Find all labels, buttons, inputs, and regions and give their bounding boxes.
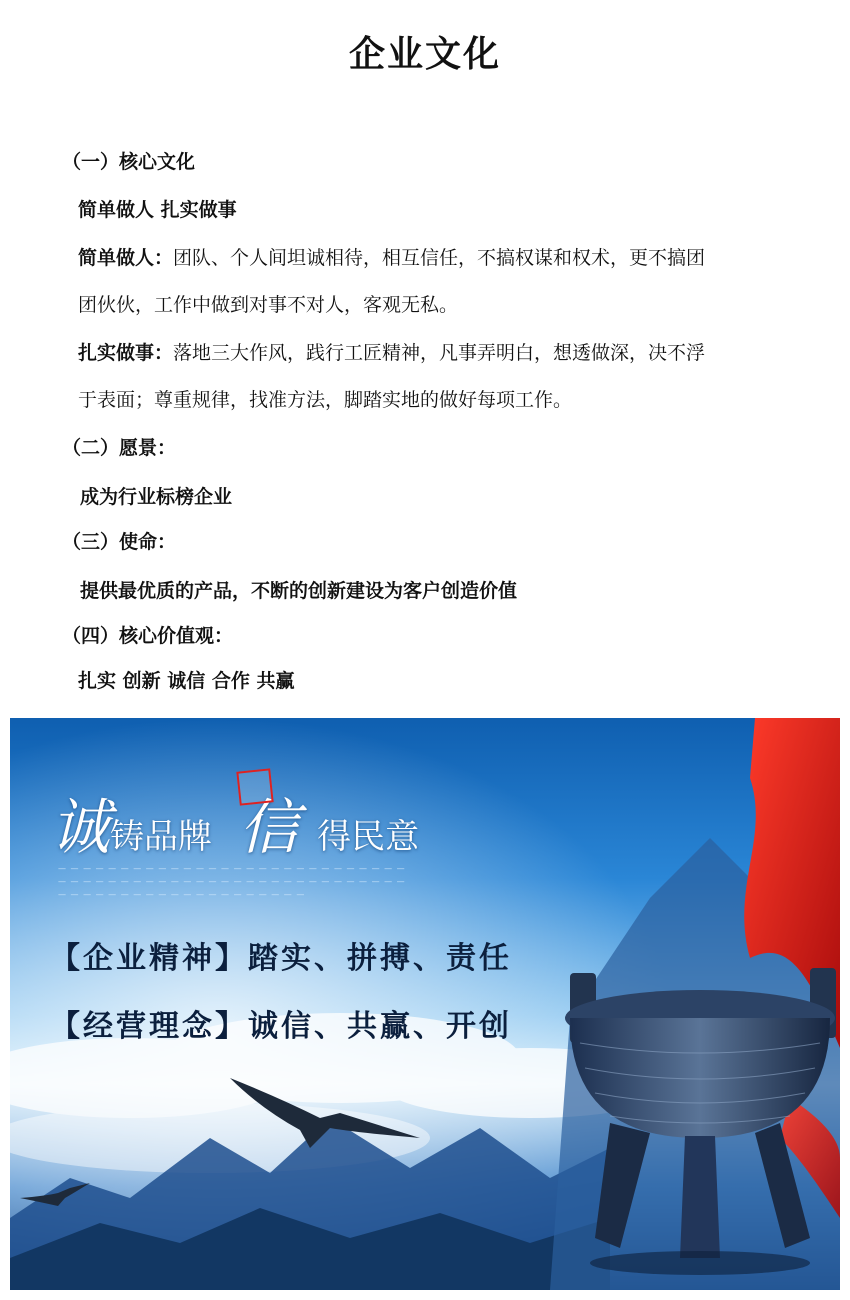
section-mission-heading: （三）使命： [62, 531, 177, 553]
core-paragraph-1 [78, 249, 705, 268]
page-title: 企业文化 [348, 34, 501, 75]
slogan-char-2: 信 [239, 793, 300, 863]
core-slogan: 简单做人 扎实做事 [78, 199, 237, 221]
seal-stamp-icon [236, 768, 273, 805]
section-vision-heading: （二）愿景： [62, 437, 177, 459]
slogan-text-2: 得民意 [317, 817, 420, 857]
core-p1-line2: 团伙伙，工作中做到对事不对人，客观无私。 [78, 294, 459, 316]
banner-slogan [50, 780, 419, 866]
core-p1-line1: 团队、个人间坦诚相待，相互信任，不搞权谋和权术，更不搞团 [173, 247, 706, 269]
culture-banner [10, 718, 840, 1290]
vision-text: 成为行业标榜企业 [80, 486, 233, 508]
mission-text: 提供最优质的产品，不断的创新建设为客户创造价值 [80, 580, 518, 602]
banner-fine-text: — — — — — — — — — — — — — — — — — — — — — — — — — — — — — — — — — — — — — — — — — — — — — — — — — — — — — — — — — — — — — — — — — — — — — — — — — — — — [58, 864, 406, 899]
core-p2-line1: 落地三大作风，践行工匠精神，凡事弄明白，想透做深，决不浮 [173, 342, 706, 364]
section-values-heading: （四）核心价值观： [62, 625, 234, 647]
banner-motto-2: 【经营理念】诚信、共赢、开创 [50, 1009, 512, 1044]
core-p2-label: 扎实做事： [78, 342, 174, 364]
banner-motto-1: 【企业精神】踏实、拼搏、责任 [50, 941, 512, 976]
section-core-heading: （一）核心文化 [62, 151, 196, 173]
values-text: 扎实 创新 诚信 合作 共赢 [78, 670, 295, 692]
core-p1-label: 简单做人： [78, 247, 174, 269]
slogan-char-1: 诚 [50, 793, 110, 863]
core-paragraph-2 [78, 344, 705, 363]
core-p2-line2: 于表面；尊重规律，找准方法，脚踏实地的做好每项工作。 [78, 389, 573, 411]
slogan-text-1: 铸品牌 [110, 817, 212, 857]
